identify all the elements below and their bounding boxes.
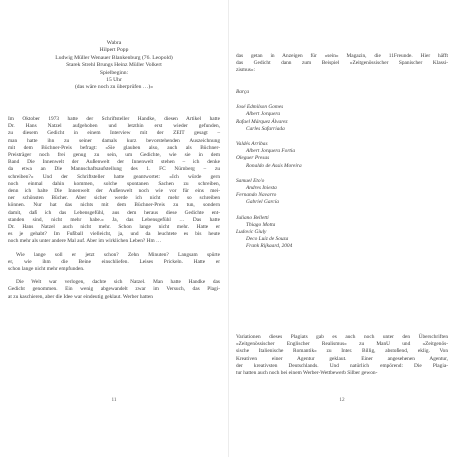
poem-line: Oleguer Presas: [236, 155, 270, 162]
text-line: es je gehabt? Im Fußball vielleicht, ja, und da leuchtete es bis heute: [8, 231, 220, 238]
paragraph-3: [8, 279, 220, 301]
poem-line: José Edmilson Gomes: [236, 104, 284, 111]
text-line: Im Oktober 1973 hatte der Schriftsteller Handke, diesen Artikel hatte: [8, 116, 220, 122]
text-line: tur hatten auch noch bei einem Werber-Wettbewerb Silber gewon-: [236, 370, 378, 377]
poem-line: Ronaldo de Assis Moreira: [246, 162, 302, 169]
text-line: Kreativen einer Agentur geklaut. Einer angesehenen Agentur,: [236, 355, 448, 362]
poem-line: Samuel Eto'o: [236, 177, 265, 184]
lineup-line: 15 Uhr: [106, 77, 122, 84]
text-line: standen sind, nicht mehr habe.» Ja, das Lebensgefühl … Das hatte: [8, 216, 220, 223]
poem-line: Rafael Márquez Álvarez: [236, 118, 288, 125]
text-line: Gedicht genommen. Ein wenig abgewandelt zwar im Versuch, das Plagi-: [8, 286, 220, 293]
poem-line: Frank Rijkaard, 2004: [246, 243, 293, 250]
text-line: sische Italienische Romantik» zu Inter. Billig, abstoßend, eklig. Von: [236, 348, 448, 355]
text-line: denn ich halte Die Innenwelt der Außenwelt noch wie vor für eins mei-: [8, 188, 220, 195]
text-line: das getan in Anzeigen für «sein» Magazin, die 11Freunde. Hier häfft: [236, 53, 448, 59]
poem-stanza: [236, 141, 302, 170]
poem-line: Andres Iniesta: [246, 185, 277, 192]
lineup-line: (das wäre noch zu überprüfen …)»: [74, 84, 154, 91]
left-page: [8, 0, 220, 457]
text-line: Wie lange soll er jetzt schon? Zehn Minuten? Langsam spürte: [16, 251, 220, 258]
text-line: zu diesem Gedicht in einem Interview mit der ZEIT gesagt –: [8, 130, 220, 137]
text-line: man hatte ihn zu seiner damals kurz bevorstehenden Auszeichnung: [8, 137, 220, 144]
lineup-line: Wabra: [106, 40, 122, 46]
intro-paragraph: [236, 53, 448, 75]
right-page: [236, 0, 448, 457]
poem-line: Juliano Belletti: [236, 214, 269, 221]
text-line: damit, daß ich das Lebensgefühl, aus dem heraus diese Gedichte ent-: [8, 209, 220, 216]
poem-line: Fernando Navarro: [236, 192, 277, 199]
text-line: Variationen dieses Plagiats gab es auch noch unter den Überschriften: [236, 334, 448, 340]
text-line: mit dem Büchner-Preis befragt: «Sie glauben also, auch als Büchner-: [8, 144, 220, 151]
text-line: noch mehr als unter andere Mal auf. Aber im wirklichen Leben? Hm …: [8, 238, 162, 245]
right-intro-text: [236, 53, 448, 75]
text-line: schon lange nicht mehr empfunden.: [8, 266, 85, 273]
poem-stanza: [236, 215, 302, 251]
text-line: da etwa an Die Mannschaftsaufstellung des 1. FC Nürnberg – zu: [8, 166, 220, 173]
team-lineup: [8, 40, 220, 92]
poem-line: Carles Safarriada: [246, 125, 285, 132]
text-line: at zu kaschieren, aber die Idee war eindeutig geklaut. Werber hatten: [8, 293, 153, 300]
text-line: er, wie ihm die Beine einschliefen. Leises Prickeln. Hatte er: [8, 258, 220, 265]
closing-paragraph: [236, 334, 448, 377]
lineup-line: Ludwig Müller Wenauer Blankenburg (76. Leopold): [55, 54, 173, 61]
text-line: der kreativsten Deutschlands. Und natürlich empörend: Die Plagia-: [236, 362, 448, 369]
text-line: Die Welt war verlogen, dachte sich Natzel. Man hatte Handke das: [16, 279, 220, 286]
text-line: Dr. Hans Natzel aufgehoben und letzthin erst wieder gefunden,: [8, 123, 220, 130]
poem-line: Valdés Arribas: [236, 141, 268, 148]
left-body-text: [8, 116, 220, 301]
text-line: Preisträger noch frei genug zu sein, um Gedichte, wie sie in dem: [8, 152, 220, 159]
text-line: «Zeitgenössischer Englischer Realismus» zu ManU und «Zeitgenös-: [236, 341, 448, 348]
poem-line: Gabriel García: [246, 199, 279, 206]
page-number-left: 11: [111, 397, 117, 403]
text-line: das Gedicht dann zum Beispiel «Zeitgenössischer Spanischer Klassi-: [236, 60, 448, 67]
text-line: Dr. Hans Natzel auch nicht mehr. Schon lange nicht mehr. Hatte er: [8, 224, 220, 231]
poem-line: Albert Jorquera: [246, 111, 281, 118]
poem-title: Barça: [236, 89, 250, 95]
poem-line: Ludovic Giuly: [236, 229, 267, 236]
text-line: können. Nur hat das nichts mit dem Büchner-Preis zu tun, sondern: [8, 202, 220, 209]
paragraph-1: [8, 116, 220, 246]
lineup-line: Hilpert Popp: [99, 47, 129, 54]
poem-line: Deco Luiz de Souza: [246, 236, 289, 243]
poem-stanza: [236, 178, 302, 207]
text-line: ner schönsten Bücher. Aber sicher werde ich nicht mehr so schreiben: [8, 195, 220, 202]
text-line: noch einmal dahin kommen, solche spontanen Sachen zu schreiben,: [8, 180, 220, 187]
text-line: schreiben?» Und der Schriftsteller hatte geantwortet: «Ich würde gern: [8, 173, 220, 180]
page-number-right: 12: [339, 397, 345, 403]
text-line: zismus»:: [236, 67, 256, 74]
text-line: Band Die Innenwelt der Außenwelt der Innenwelt stehen – ich denke: [8, 159, 220, 166]
poem: [236, 89, 302, 259]
lineup-line: Starek Strehl Brungs Heinz Müller Volkert: [66, 62, 162, 69]
poem-line: Albert Jorquera Fortia: [246, 148, 296, 155]
paragraph-2: [8, 252, 220, 274]
lineup-line: Spielbeginn:: [99, 69, 129, 76]
right-closing-text: [236, 334, 448, 377]
poem-stanza: [236, 104, 302, 133]
poem-stanzas: [236, 104, 302, 250]
poem-line: Thiago Motta: [246, 221, 276, 228]
page-gutter: [228, 0, 229, 457]
